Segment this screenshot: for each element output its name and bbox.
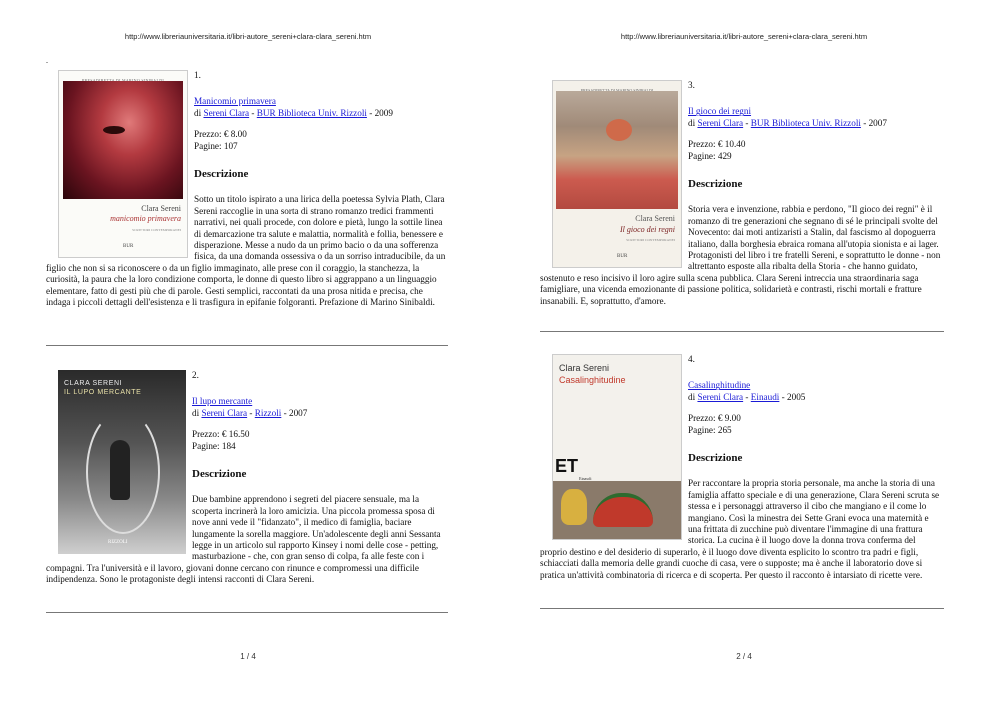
book-index: 3. — [688, 80, 695, 90]
book-title-link[interactable]: Casalinghitudine — [688, 380, 751, 391]
publisher-link[interactable]: Rizzoli — [254, 407, 282, 418]
author-link[interactable]: Sereni Clara — [203, 107, 250, 118]
cover-title: IL LUPO MERCANTE — [64, 389, 142, 396]
cover-title: Casalinghitudine — [559, 375, 626, 385]
book-year: - 2007 — [860, 117, 887, 128]
cover-sub: SCRITTORI CONTEMPORANEI — [132, 228, 181, 232]
price-label: Prezzo: € — [688, 139, 725, 150]
di-label: di — [192, 407, 202, 418]
divider — [46, 612, 448, 613]
price-label: Prezzo: € — [688, 413, 725, 424]
cover-author: CLARA SERENI — [64, 380, 123, 387]
cover-author: Clara Sereni — [559, 363, 610, 373]
cover-title: manicomio primavera — [110, 214, 181, 223]
cover-publisher: BUR — [123, 244, 134, 249]
sep: - — [249, 107, 257, 118]
book-cover-2[interactable] — [58, 370, 186, 554]
book-index: 1. — [194, 70, 201, 80]
book-title-link[interactable]: Il gioco dei regni — [688, 106, 752, 117]
cover-painting — [556, 91, 678, 209]
page-url: http://www.libreriauniversitaria.it/libri-autore_sereni+clara-clara_sereni.htm — [620, 32, 868, 41]
book-entry-3 — [540, 80, 942, 307]
book-year: - 2005 — [779, 391, 806, 402]
book-price: 10.40 — [724, 139, 746, 150]
book-entry-2 — [46, 370, 448, 586]
divider — [46, 345, 448, 346]
description-heading: Descrizione — [688, 452, 743, 465]
di-label: di — [194, 107, 204, 118]
page-number: 2 / 4 — [736, 652, 752, 661]
publisher-link[interactable]: BUR Biblioteca Univ. Rizzoli — [256, 107, 367, 118]
book-year: - 2007 — [281, 407, 308, 418]
book-cover-3[interactable] — [552, 80, 682, 268]
author-link[interactable]: Sereni Clara — [697, 391, 744, 402]
book-title-link[interactable]: Manicomio primavera — [194, 96, 276, 107]
book-description: Storia vera e invenzione, rabbia e perdono, "Il gioco dei regni" è il romanzo di tre generazioni che segnano di sé le principali svolte del Novecento: dai moti antizaristi a Stalin, dal fascismo al dopoguerra italiano, dalla borghesia ebraica romana all'utopia sionista e ai lager. Protagonisti del libro i tre fratelli Sereni, e soprattutto le donne - non altrettanto esposte alla ribalta della Storia - che hanno guidato, sostenuto e reso incisivo il loro agire sulla scena pubblica. Clara Sereni intreccia una straordinaria saga famigliare, una vicenda emozionante di passione politica, solidarietà e contrasti, rischi mortali e fratture insanabili. E, soprattutto, d'amore. — [540, 204, 941, 306]
book-pages: 184 — [221, 440, 236, 451]
cover-author: Clara Sereni — [141, 204, 181, 213]
book-pages: 107 — [223, 140, 238, 151]
cover-publisher: Einaudi — [579, 476, 592, 481]
sep: - — [743, 117, 751, 128]
divider — [540, 608, 944, 609]
price-label: Prezzo: € — [194, 129, 231, 140]
page-number: 1 / 4 — [240, 652, 256, 661]
book-description: Sotto un titolo ispirato a una lirica della poetessa Sylvia Plath, Clara Sereni raccoglie in una sorta di strano romanzo tredici frammenti narrativi, nei quali procede, con dolore e pietà, lungo la sottile linea di demarcazione tra salute e malattia, normalità e follia, benessere e disperazione. Messe a nudo da un primo bacio o da una sofferenza fisica, da una domanda ossessiva o da un sorriso intraducibile, da un figlio che non si sa riconoscere o da un figlio immaginato, alle prese con il coraggio, la stanchezza, la curiosità, la paura che la loro condizione comporta, le donne di questo libro si aggrappano a un linguaggio elementare, fatto di gesti più che di parole. Gesti semplici, raccontati da una prosa nitida e precisa, che indaga i piccoli dettagli dell'esistenza e li trasfigura in epifanie folgoranti. Prefazione di Marino Sinibaldi. — [46, 194, 446, 308]
author-link[interactable]: Sereni Clara — [697, 117, 744, 128]
book-index: 2. — [192, 370, 199, 380]
description-heading: Descrizione — [194, 168, 249, 181]
price-label: Prezzo: € — [192, 429, 229, 440]
sep: - — [743, 391, 751, 402]
publisher-link[interactable]: Einaudi — [750, 391, 780, 402]
cover-publisher: RIZZOLI — [108, 539, 128, 545]
cover-series-logo: ET — [555, 456, 579, 476]
cover-title: Il gioco dei regni — [619, 225, 675, 234]
divider — [540, 331, 944, 332]
book-pages: 429 — [717, 150, 732, 161]
stray-dot: . — [46, 56, 48, 65]
page-2 — [496, 0, 992, 701]
di-label: di — [688, 391, 698, 402]
description-heading: Descrizione — [192, 468, 247, 481]
cover-girl — [110, 440, 130, 500]
cover-jug — [561, 489, 587, 525]
sep: - — [247, 407, 255, 418]
book-description: Due bambine apprendono i segreti del piacere sensuale, ma la scoperta incrinerà la loro amicizia. Una piccola promessa sposa di nove anni vede il "fidanzato", il medico di famiglia, baciare lungamente la sorella maggiore. Un'adolescente degli anni Sessanta legge in un articolo sul rapporto Kinsey i nomi delle cose - petting, masturbazione - che, con gran senso di colpa, fa alle feste con i compagni. Tra l'università e il lavoro, giovani donne cercano con rinunce e compromessi una difficile indipendenza. Sono le protagoniste degli intensi racconti di Clara Sereni. — [46, 494, 441, 585]
book-cover-1[interactable] — [58, 70, 188, 258]
book-year: - 2009 — [366, 107, 393, 118]
book-cover-4[interactable] — [552, 354, 682, 540]
book-entry-4 — [540, 354, 942, 581]
pages-label: Pagine: — [688, 424, 718, 435]
book-description: Per raccontare la propria storia personale, ma anche la storia di una famiglia affatto speciale e di una generazione, Clara Sereni scruta se stessa e i personaggi attraverso il cibo che mangiano e il come lo mangiano. Così la minestra dei Sette Grani evoca una maternità e una frittata di zucchine può diventare l'immagine di una frattura storica. La cucina è il luogo dove la donna trova conferma del proprio destino e del desiderio di superarlo, è il luogo dove diventa esplicito lo scontro tra padri e figli, schiacciati dalla memoria delle grandi cuoche di casa, vere o supposte; ma è anche il laboratorio dove si pratica un'attività combinatoria di ricerca e di scoperta. Per questo il racconto è intarsiato di ricette vere. — [540, 478, 940, 580]
pages-label: Pagine: — [688, 150, 718, 161]
pages-label: Pagine: — [194, 140, 224, 151]
page-url: http://www.libreriauniversitaria.it/libri-autore_sereni+clara-clara_sereni.htm — [124, 32, 372, 41]
description-heading: Descrizione — [688, 178, 743, 191]
publisher-link[interactable]: BUR Biblioteca Univ. Rizzoli — [750, 117, 861, 128]
author-link[interactable]: Sereni Clara — [201, 407, 248, 418]
cover-photo — [63, 81, 183, 199]
book-price: 16.50 — [228, 429, 250, 440]
di-label: di — [688, 117, 698, 128]
cover-publisher: BUR — [617, 254, 628, 259]
book-pages: 265 — [717, 424, 732, 435]
book-entry-1 — [46, 70, 448, 309]
book-price: 9.00 — [724, 413, 741, 424]
cover-sub: SCRITTORI CONTEMPORANEI — [626, 238, 675, 242]
pages-label: Pagine: — [192, 440, 222, 451]
book-index: 4. — [688, 354, 695, 364]
book-price: 8.00 — [230, 129, 247, 140]
book-title-link[interactable]: Il lupo mercante — [192, 396, 253, 407]
cover-author: Clara Sereni — [635, 214, 675, 223]
